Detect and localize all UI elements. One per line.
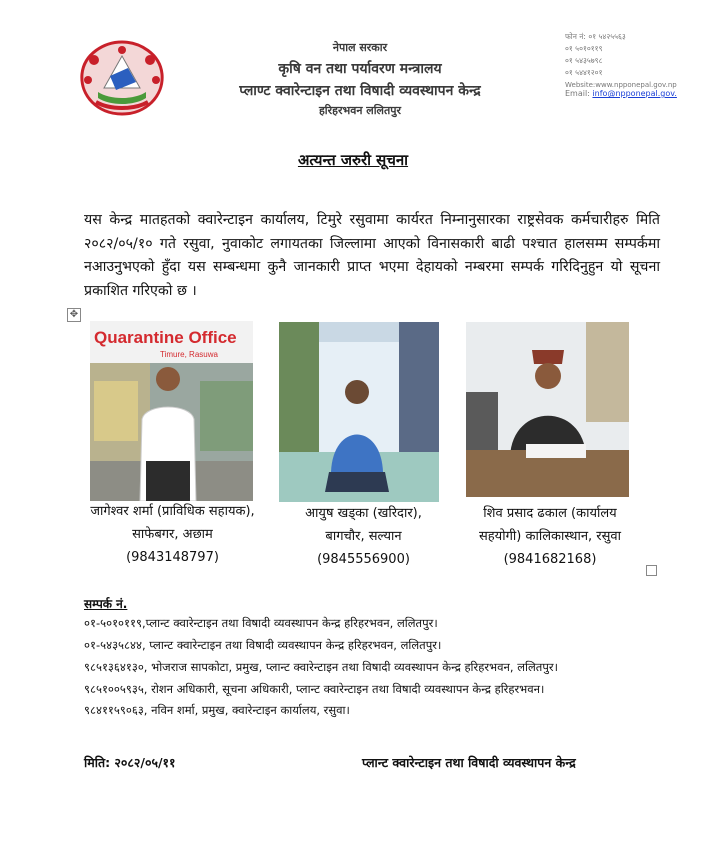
website-text: Website:www.npponepal.gov.np [565,81,677,89]
phone-line-4: ०१ ५४४१२०१ [565,68,603,77]
contact-line: ०१-५०१०११९,प्लान्ट क्वारेन्टाइन तथा विषादी व्यवस्थापन केन्द्र हरिहरभवन, ललितपुर। [84,616,438,630]
contacts-heading: सम्पर्क नं. [84,597,128,611]
person-name-role: आयुष खड्का (खरिदार), [305,506,422,521]
footer-date: मिति: २०८२/०५/११ [84,755,176,770]
ministry-name: कृषि वन तथा पर्यावरण मन्त्रालय [278,61,442,77]
person-name-role: जागेश्वर शर्मा (प्राविधिक सहायक), [90,504,255,519]
email-link[interactable]: info@npponepal.gov. [592,89,677,98]
notice-title: अत्यन्त जरुरी सूचना [297,151,409,169]
person-phone: (9843148797) [126,550,219,565]
person-caption-3 [455,502,645,571]
footer-signature: प्लान्ट क्वारेन्टाइन तथा विषादी व्यवस्थापन केन्द्र [362,755,576,770]
sign-title: Quarantine Office [94,328,237,347]
email-line [565,89,677,99]
person-address: साफेबगर, अछाम [132,527,213,542]
government-name: नेपाल सरकार [332,41,388,54]
person-phone: (9841682168) [503,552,597,567]
contact-line: ९८४११५९०६३, नविन शर्मा, प्रमुख, क्वारेन्टाइन कार्यालय, रसुवा। [84,703,350,717]
phone-line-3: ०१ ५४३५७९८ [565,56,603,65]
email-label: Email: [565,89,593,98]
phone-line-2: ०१ ५०१०११९ [565,44,603,53]
person-photo-3 [466,322,629,497]
contact-line: ९८५१००५९३५, रोशन अधिकारी, सूचना अधिकारी, प्लान्ट क्वारेन्टाइन तथा विषादी व्यवस्थापन केन्द्र हरिहरभवन। [84,682,545,696]
table-move-handle-icon[interactable]: ✥ [67,308,81,322]
person-phone: (9845556900) [317,552,410,567]
person-photo-2 [279,322,439,502]
person-address: सहयोगी) कालिकास्थान, रसुवा [478,529,622,544]
person-name-role: शिव प्रसाद ढकाल (कार्यालय [483,506,617,521]
person-address: बागचौर, सल्यान [325,529,402,544]
phone-line-1: फोन नं: ०१ ५४२५५६३ [565,32,626,41]
table-resize-handle[interactable] [646,565,657,576]
sign-subtitle: Timure, Rasuwa [160,350,218,359]
contact-line: ९८५१३६४१३०, भोजराज सापकोटा, प्रमुख, प्लान्ट क्वारेन्टाइन तथा विषादी व्यवस्थापन केन्द्र हरिहरभवन, ललितपुर। [84,660,558,674]
person-caption-1 [80,500,265,569]
person-caption-2 [276,502,451,571]
contact-line: ०१-५४३५८४४, प्लान्ट क्वारेन्टाइन तथा विषादी व्यवस्थापन केन्द्र हरिहरभवन, ललितपुर। [84,638,442,652]
notice-body: यस केन्द्र मातहतको क्वारेन्टाइन कार्यालय, टिमुरे रसुवामा कार्यरत निम्नानुसारका राष्ट्रसेवक कर्मचारीहरु मिति २०८२/०५/१० गते रसुवा, नुवाकोट लगायतका जिल्लामा आएको विनासकारी बाढी पश्चात हालसम्म सम्पर्कमा नआउनुभएको हुँदा यस सम्बन्धमा कुनै जानकारी प्राप्त भएमा देहायको नम्बरमा सम्पर्क गरिदिनुहुन यो सूचना प्रकाशित गरिएको छ । [84,212,660,299]
nepal-government-emblem-icon [76,38,168,118]
person-photo-1 [90,321,253,501]
centre-name: प्लाण्ट क्वारेन्टाइन तथा विषादी व्यवस्थापन केन्द्र [239,83,481,99]
centre-address: हरिहरभवन ललितपुर [318,104,402,117]
